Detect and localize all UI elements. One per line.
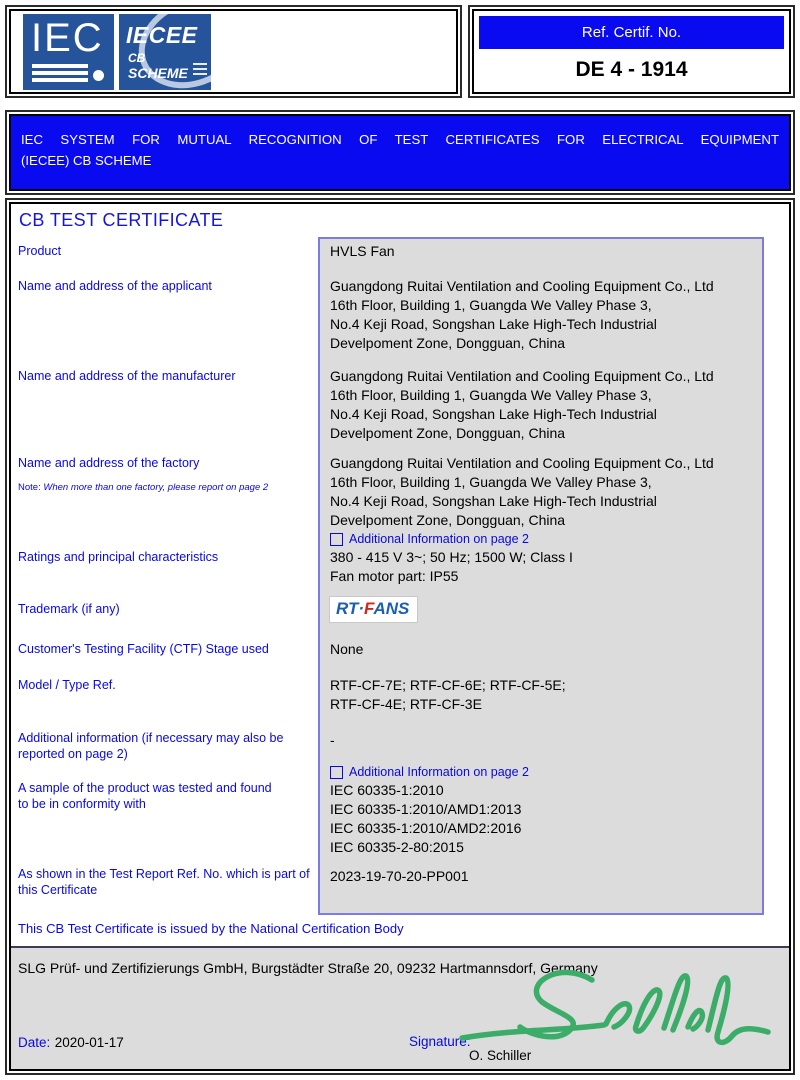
- header-logo-box: [5, 5, 462, 98]
- iecee-logo-cb: CB: [128, 50, 146, 65]
- model-line: RTF-CF-4E; RTF-CF-3E: [330, 696, 482, 712]
- field-value-factory: [330, 454, 714, 530]
- additional-label-line: Additional information (if necessary may also be: [18, 731, 284, 745]
- iec-logo-dot: [93, 70, 104, 81]
- field-label-additional: [18, 730, 283, 762]
- field-label-factory: Name and address of the factory: [18, 456, 200, 470]
- field-label-report: [18, 866, 310, 898]
- sample-label-line: A sample of the product was tested and found: [18, 781, 272, 795]
- field-value-product: HVLS Fan: [330, 243, 395, 259]
- scheme-banner: [5, 110, 795, 195]
- applicant-line: No.4 Keji Road, Songshan Lake High-Tech Industrial: [330, 316, 657, 332]
- factory-line: Guangdong Ruitai Ventilation and Cooling Equipment Co., Ltd: [330, 455, 714, 471]
- field-value-ratings: [330, 548, 573, 586]
- ncb-name: SLG Prüf- und Zertifizierungs GmbH, Burgstädter Straße 20, 09232 Hartmannsdorf, Germany: [18, 960, 598, 976]
- certificate-body: [5, 198, 795, 1075]
- report-label-line: As shown in the Test Report Ref. No. which is part of: [18, 867, 310, 881]
- field-value-manufacturer: [330, 367, 714, 443]
- additional-additional-info: [330, 765, 529, 779]
- date-label: Date:: [18, 1035, 51, 1050]
- iecee-logo-scheme: SCHEME: [128, 64, 188, 81]
- factory-note-text: When more than one factory, please report on page 2: [43, 482, 269, 493]
- additional-info-label: Additional Information on page 2: [349, 765, 529, 779]
- report-label-line: this Certificate: [18, 883, 98, 897]
- field-label-ratings: Ratings and principal characteristics: [18, 550, 219, 564]
- certificate-number: DE 4 - 1914: [575, 58, 688, 81]
- ref-certif-no-label: Ref. Certif. No.: [479, 16, 784, 49]
- standard-line: IEC 60335-1:2010/AMD1:2013: [330, 801, 522, 817]
- date-row: [18, 1034, 124, 1052]
- signer-name: O. Schiller: [469, 1048, 532, 1063]
- checkbox-icon: [330, 766, 343, 779]
- iec-logo-line: [32, 78, 88, 82]
- field-label-product: Product: [18, 244, 62, 258]
- field-label-sample: [18, 780, 272, 812]
- checkbox-icon: [330, 533, 343, 546]
- trademark-rt: RT·: [336, 599, 365, 618]
- model-line: RTF-CF-7E; RTF-CF-6E; RTF-CF-5E;: [330, 677, 566, 693]
- iecee-cb-scheme-logo: [119, 14, 211, 90]
- factory-line: 16th Floor, Building 1, Guangda We Valley Phase 3,: [330, 474, 652, 490]
- additional-info-label: Additional Information on page 2: [349, 532, 529, 546]
- manufacturer-line: Guangdong Ruitai Ventilation and Cooling Equipment Co., Ltd: [330, 368, 714, 384]
- field-value-sample: [330, 781, 521, 857]
- standard-line: IEC 60335-1:2010/AMD2:2016: [330, 820, 522, 836]
- factory-additional-info: [330, 532, 529, 546]
- signature-image: [451, 964, 781, 1056]
- ncb-section: [11, 946, 789, 1069]
- field-label-applicant: Name and address of the applicant: [18, 279, 212, 293]
- certificate-number-box: [468, 5, 795, 98]
- sample-label-line: to be in conformity with: [18, 797, 146, 811]
- iecee-logo-lines: [193, 60, 207, 78]
- standard-line: IEC 60335-2-80:2015: [330, 839, 464, 855]
- page-title: CB TEST CERTIFICATE: [19, 210, 224, 230]
- issued-by-line: This CB Test Certificate is issued by the National Certification Body: [18, 921, 404, 936]
- banner-line-1: IEC SYSTEM FOR MUTUAL RECOGNITION OF TEST CERTIFICATES FOR ELECTRICAL EQUIPMENT: [21, 132, 779, 147]
- trademark-ans: ANS: [373, 599, 410, 618]
- field-value-ctf: None: [330, 641, 364, 657]
- iec-logo-text: IEC: [31, 15, 104, 60]
- ratings-line: Fan motor part: IP55: [330, 568, 459, 584]
- factory-line: Develpoment Zone, Dongguan, China: [330, 512, 566, 528]
- iecee-logo-text: IECEE: [126, 21, 198, 48]
- field-label-trademark: Trademark (if any): [18, 602, 120, 616]
- date-value: 2020-01-17: [54, 1035, 124, 1050]
- field-value-applicant: [330, 277, 714, 353]
- field-label-ctf: Customer's Testing Facility (CTF) Stage used: [18, 642, 269, 656]
- iec-logo-line: [32, 71, 88, 75]
- factory-note: [18, 482, 268, 493]
- ratings-line: 380 - 415 V 3~; 50 Hz; 1500 W; Class I: [330, 549, 573, 565]
- field-label-manufacturer: Name and address of the manufacturer: [18, 369, 236, 383]
- standard-line: IEC 60335-1:2010: [330, 782, 444, 798]
- trademark-logo: [330, 597, 417, 622]
- factory-line: No.4 Keji Road, Songshan Lake High-Tech Industrial: [330, 493, 657, 509]
- manufacturer-line: 16th Floor, Building 1, Guangda We Valley Phase 3,: [330, 387, 652, 403]
- applicant-line: Develpoment Zone, Dongguan, China: [330, 335, 566, 351]
- applicant-line: Guangdong Ruitai Ventilation and Cooling Equipment Co., Ltd: [330, 278, 714, 294]
- field-value-additional: -: [330, 732, 335, 748]
- banner-line-2: (IECEE) CB SCHEME: [21, 153, 152, 168]
- applicant-line: 16th Floor, Building 1, Guangda We Valley Phase 3,: [330, 297, 652, 313]
- field-value-model: [330, 676, 566, 714]
- field-label-model: Model / Type Ref.: [18, 678, 116, 692]
- manufacturer-line: Develpoment Zone, Dongguan, China: [330, 425, 566, 441]
- additional-label-line: reported on page 2): [18, 747, 128, 761]
- field-value-report: 2023-19-70-20-PP001: [330, 868, 469, 884]
- iec-logo-line: [32, 64, 88, 68]
- trademark-f: F: [364, 599, 374, 618]
- factory-note-prefix: Note:: [18, 482, 41, 493]
- manufacturer-line: No.4 Keji Road, Songshan Lake High-Tech Industrial: [330, 406, 657, 422]
- iec-logo: [23, 14, 114, 90]
- signature-label: Signature:: [409, 1034, 471, 1049]
